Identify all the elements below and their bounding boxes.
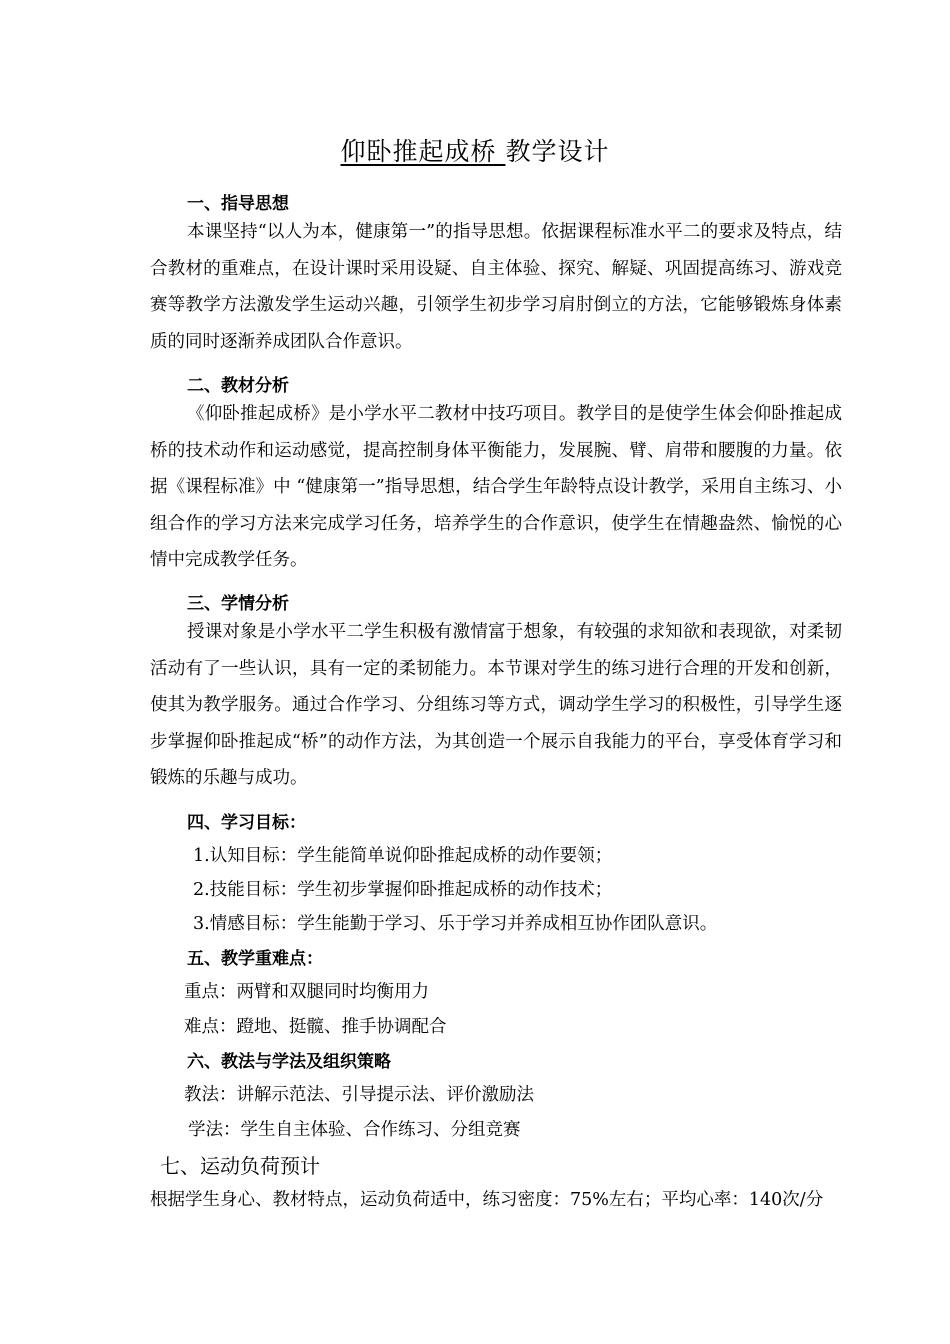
- section-2-heading: 二、教材分析: [187, 376, 289, 396]
- title-underlined: 仰卧推起成桥: [340, 137, 506, 166]
- section-3-text: 授课对象是小学水平二学生积极有激情富于想象，有较强的求知欲和表现欲，对柔韧活动有了一些认识，具有一定的柔韧能力。本节课对学生的练习进行合理的开发和创新，使其为教学服务。通过合作学习、分组练习等方式，调动学生学习的积极性，引导学生逐步掌握仰卧推起成“桥”的动作方法，为其创造一个展示自我能力的平台，享受体育学习和锻炼的乐趣与成功。: [150, 622, 842, 788]
- section-4-heading: 四、学习目标：: [187, 813, 306, 833]
- title-rest: 教学设计: [505, 137, 610, 166]
- teaching-methods: 教法：讲解示范法、引导提示法、评价激励法: [184, 1085, 534, 1105]
- page-title: [0, 132, 950, 168]
- section-2-text: 《仰卧推起成桥》是小学水平二教材中技巧项目。教学目的是使学生体会仰卧推起成桥的技术动作和运动感觉，提高控制身体平衡能力，发展腕、臂、肩带和腰腹的力量。依据《课程标准》中 “健康第一”指导思想，结合学生年龄特点设计教学，采用自主练习、小组合作的学习方法来完成学习任务，培养学生的合作意识，使学生在情趣盎然、愉悦的心情中完成教学任务。: [150, 404, 842, 570]
- key-point: 重点：两臂和双腿同时均衡用力: [184, 982, 429, 1002]
- section-1-heading: 一、指导思想: [187, 194, 289, 214]
- section-6-heading: 六、教法与学法及组织策略: [187, 1052, 391, 1072]
- section-7-text: 根据学生身心、教材特点，运动负荷适中，练习密度：75%左右；平均心率：140次/分: [150, 1190, 824, 1210]
- goal-item-1: 1.认知目标：学生能简单说仰卧推起成桥的动作要领；: [193, 846, 613, 866]
- section-1-text: 本课坚持“以人为本，健康第一”的指导思想。依据课程标准水平二的要求及特点，结合教材的重难点，在设计课时采用设疑、自主体验、探究、解疑、巩固提高练习、游戏竞赛等教学方法激发学生运动兴趣，引领学生初步学习肩肘倒立的方法，它能够锻炼身体素质的同时逐渐养成团队合作意识。: [150, 222, 842, 352]
- difficult-point: 难点：蹬地、挺髋、推手协调配合: [184, 1017, 447, 1037]
- section-7-heading: 七、运动负荷预计: [160, 1154, 320, 1178]
- section-3-heading: 三、学情分析: [187, 594, 289, 614]
- goal-item-3: 3.情感目标：学生能勤于学习、乐于学习并养成相互协作团队意识。: [193, 914, 718, 934]
- goal-item-2: 2.技能目标：学生初步掌握仰卧推起成桥的动作技术；: [193, 880, 613, 900]
- section-5-heading: 五、教学重难点：: [187, 949, 323, 969]
- learning-methods: 学法：学生自主体验、合作练习、分组竞赛: [188, 1120, 521, 1140]
